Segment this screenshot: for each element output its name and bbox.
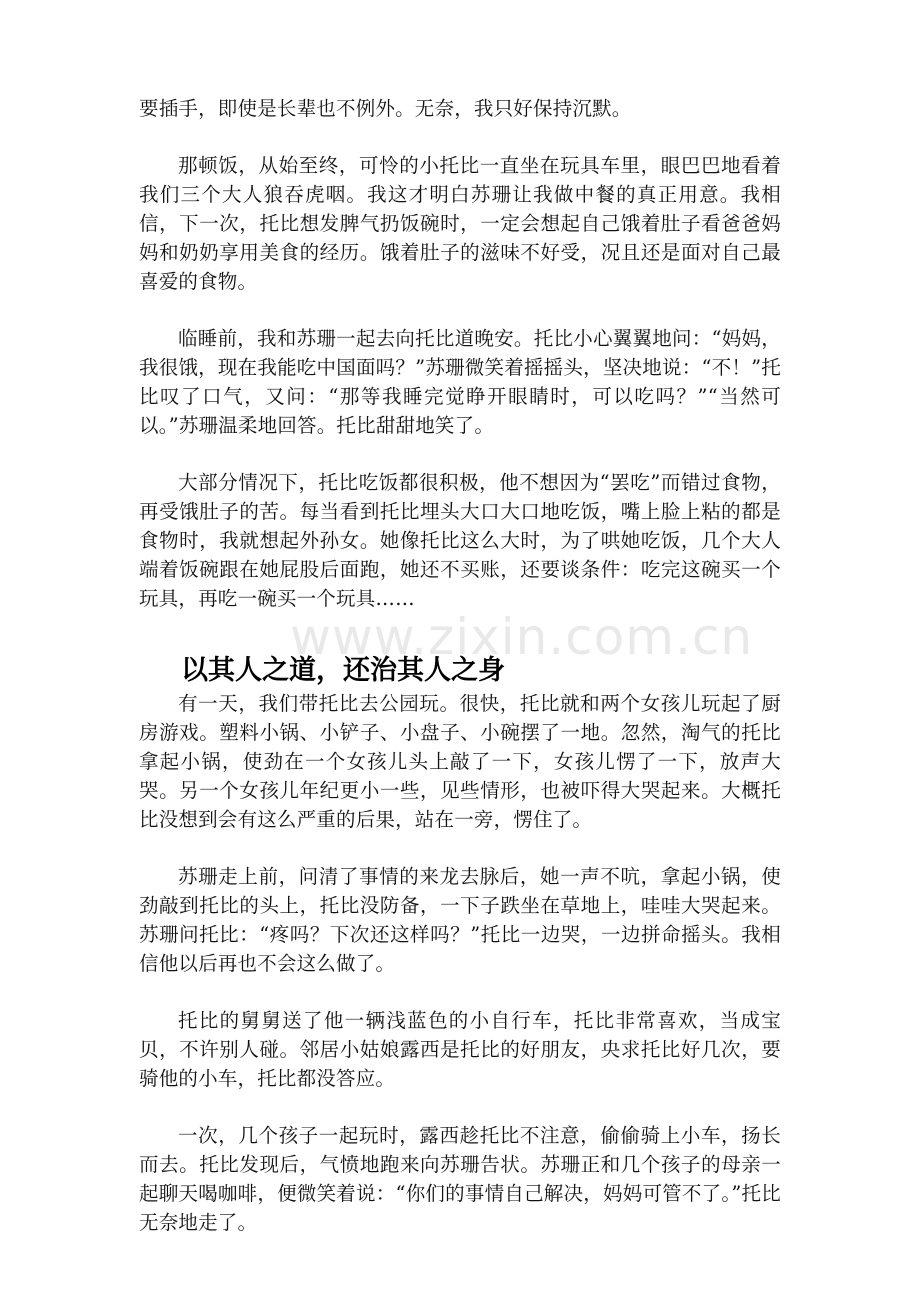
paragraph: 大部分情况下，托比吃饭都很积极，他不想因为“罢吃”而错过食物，再受饿肚子的苦。每当看到托比埋头大口大口地吃饭，嘴上脸上粘的都是食物时，我就想起外孙女。她像托比这么大时，为了哄她吃饭，几个大人端着饭碗跟在她屁股后面跑，她还不买账，还要谈条件：吃完这碗买一个玩具，再吃一碗买一个玩具…… bbox=[139, 471, 781, 610]
paragraph: 临睡前，我和苏珊一起去向托比道晚安。托比小心翼翼地问：“妈妈，我很饿，现在我能吃中国面吗？”苏珊微笑着摇摇头，坚决地说：“不！”托比叹了口气，又问：“那等我睡完觉睁开眼睛时，可以吃吗？”“当然可以。”苏珊温柔地回答。托比甜甜地笑了。 bbox=[139, 327, 781, 437]
document-page bbox=[139, 94, 781, 1265]
paragraph: 托比的舅舅送了他一辆浅蓝色的小自行车，托比非常喜欢，当成宝贝，不许别人碰。邻居小姑娘露西是托比的好朋友，央求托比好几次，要骑他的小车，托比都没答应。 bbox=[139, 1009, 781, 1090]
watermark: www.zixin.com.cn bbox=[290, 608, 754, 666]
paragraph: 那顿饭，从始至终，可怜的小托比一直坐在玩具车里，眼巴巴地看着我们三个大人狼吞虎咽。我这才明白苏珊让我做中餐的真正用意。我相信，下一次，托比想发脾气扔饭碗时，一定会想起自己饿着肚子看爸爸妈妈和奶奶享用美食的经历。饿着肚子的滋味不好受，况且还是面对自己最喜爱的食物。 bbox=[139, 154, 781, 293]
section-heading: 以其人之道，还治其人之身 bbox=[181, 655, 505, 686]
paragraph: 苏珊走上前，问清了事情的来龙去脉后，她一声不吭，拿起小锅，使劲敲到托比的头上，托比没防备，一下子跌坐在草地上，哇哇大哭起来。苏珊问托比：“疼吗？下次还这样吗？”托比一边哭，一边拼命摇头。我相信他以后再也不会这么做了。 bbox=[139, 865, 781, 975]
paragraph: 一次，几个孩子一起玩时，露西趁托比不注意，偷偷骑上小车，扬长而去。托比发现后，气愤地跑来向苏珊告状。苏珊正和几个孩子的母亲一起聊天喝咖啡，便微笑着说：“你们的事情自己解决，妈妈可管不了。”托比无奈地走了。 bbox=[139, 1124, 781, 1234]
paragraph: 有一天，我们带托比去公园玩。很快，托比就和两个女孩儿玩起了厨房游戏。塑料小锅、小铲子、小盘子、小碗摆了一地。忽然，淘气的托比拿起小锅，使劲在一个女孩儿头上敲了一下，女孩儿愣了一下，放声大哭。另一个女孩儿年纪更小一些，见些情形，也被吓得大哭起来。大概托比没想到会有这么严重的后果，站在一旁，愣住了。 bbox=[139, 692, 781, 831]
paragraph-continued: 要插手，即使是长辈也不例外。无奈，我只好保持沉默。 bbox=[139, 97, 632, 120]
